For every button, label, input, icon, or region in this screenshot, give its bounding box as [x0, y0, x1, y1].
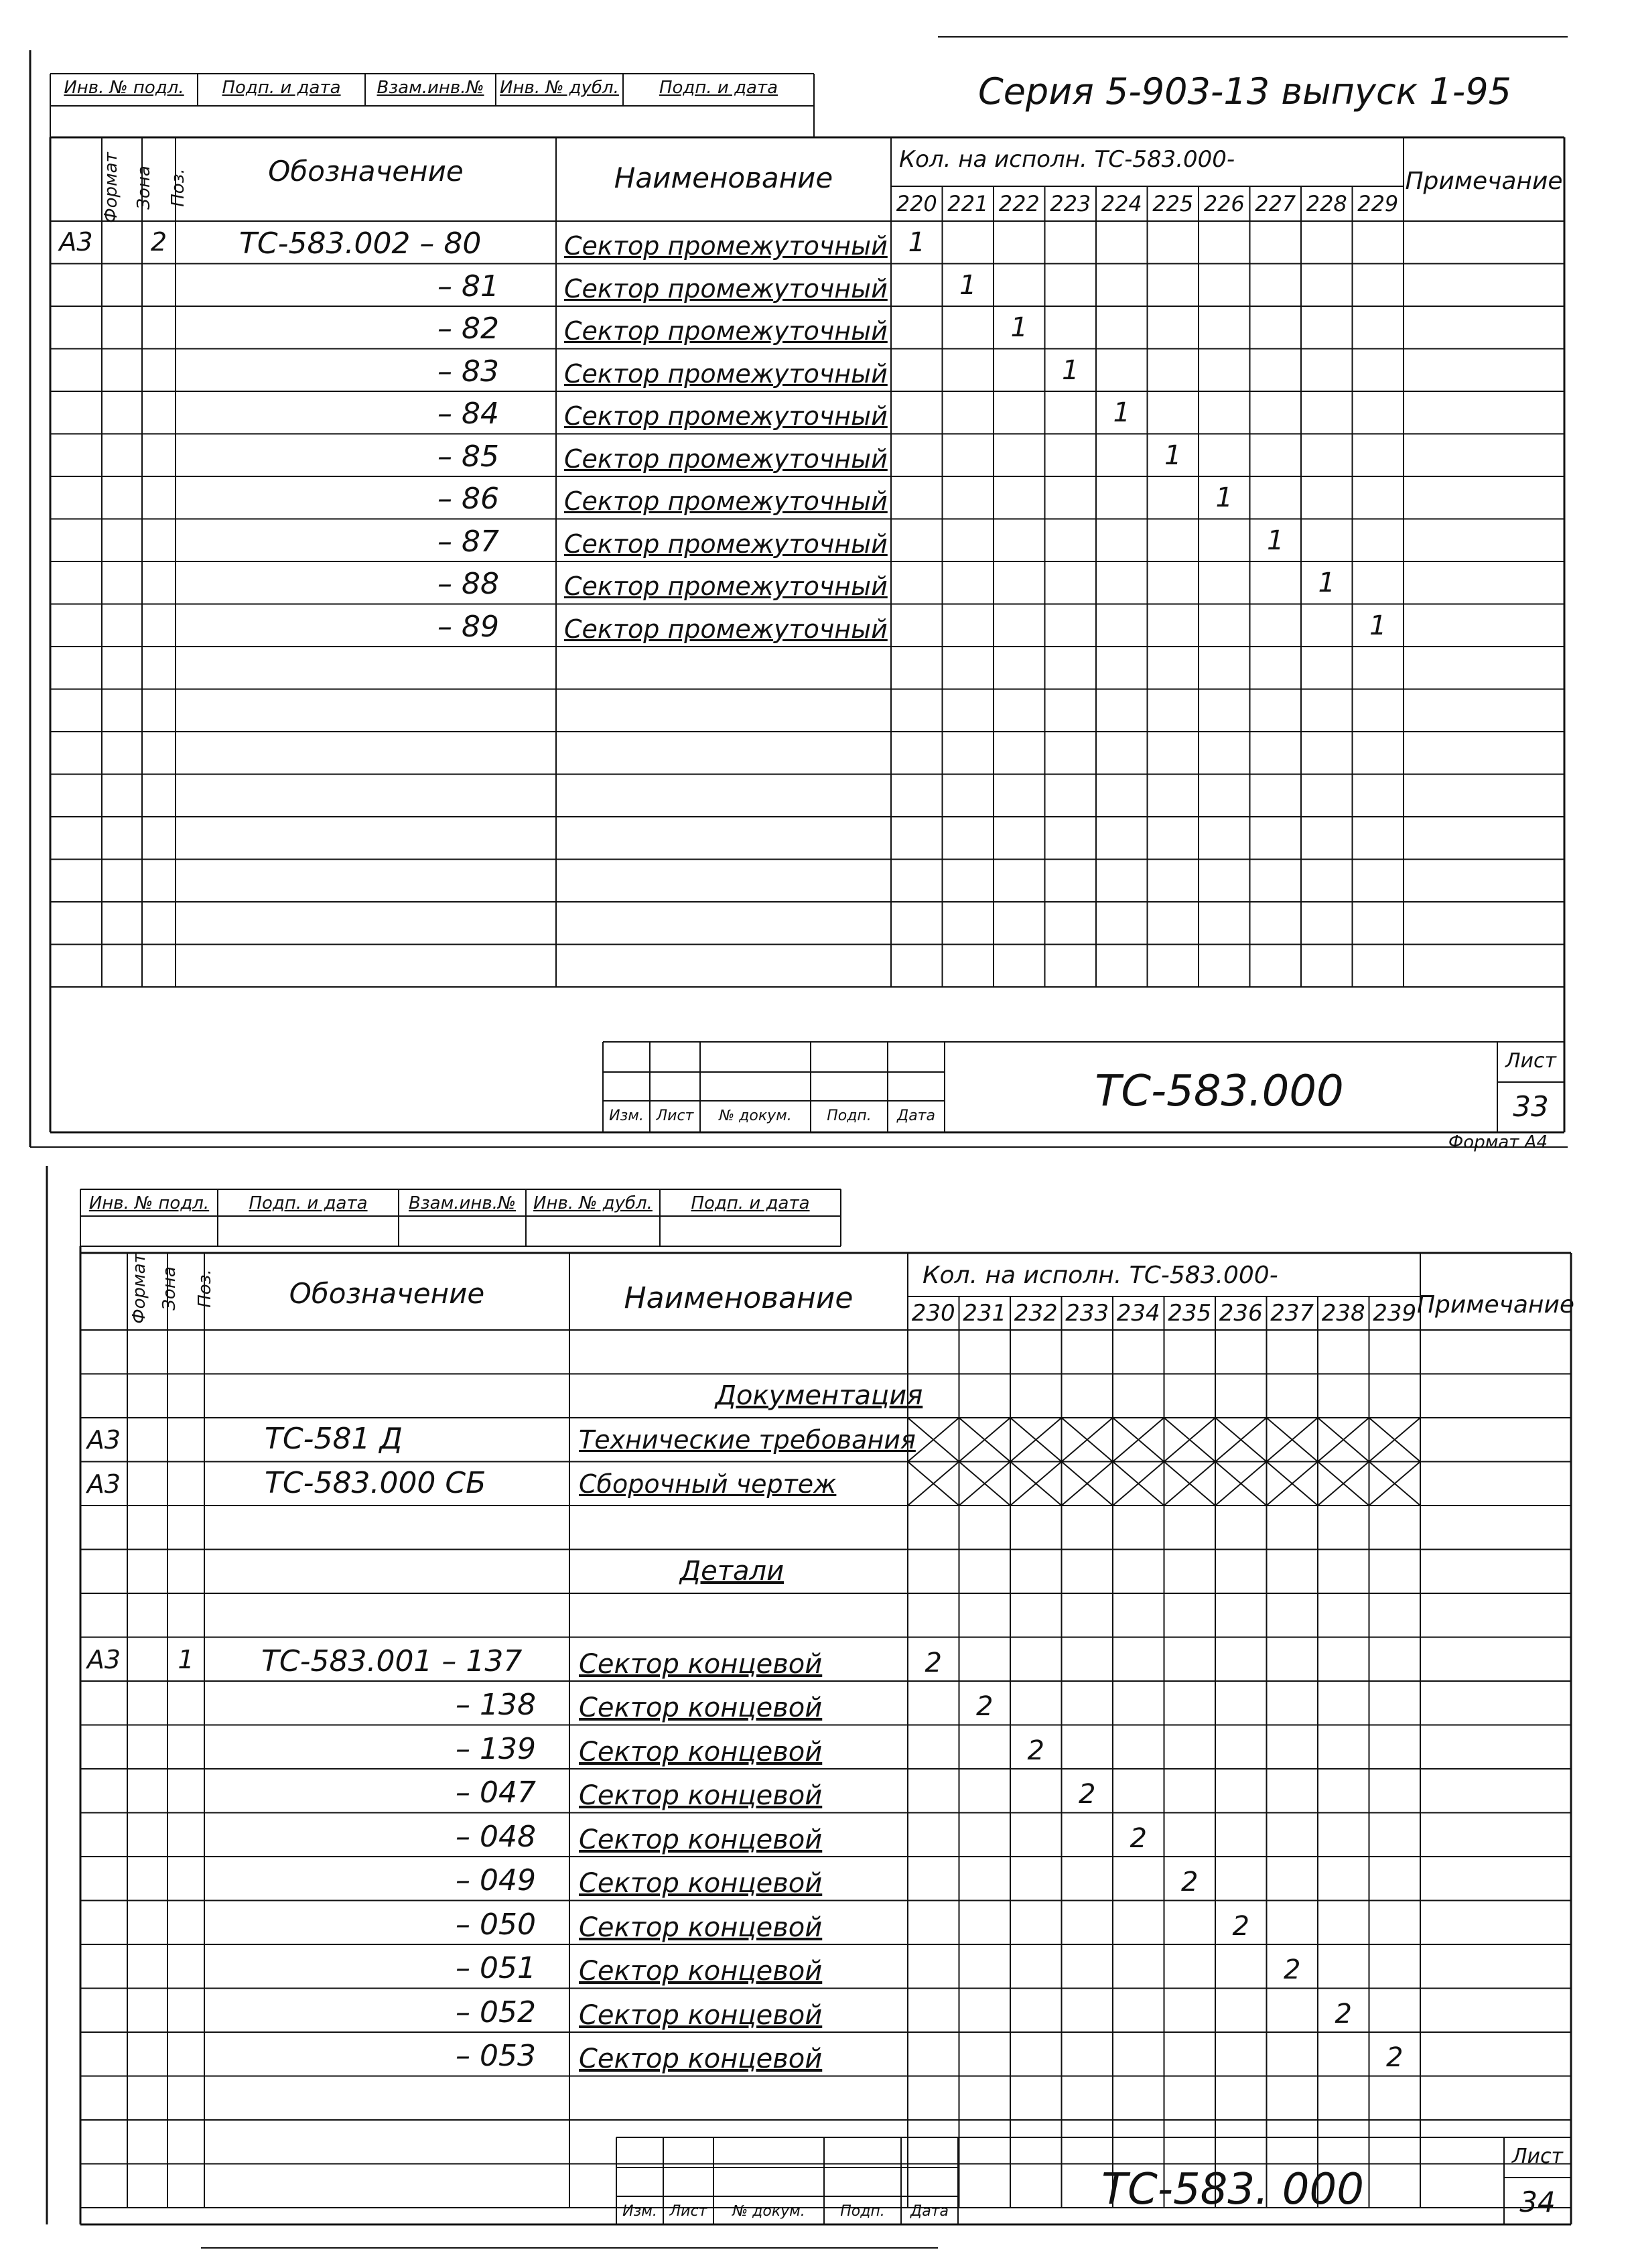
titleblock-label: Дата — [910, 2203, 949, 2220]
row-qty: 1 — [1062, 354, 1079, 386]
variant-number: 234 — [1116, 1300, 1160, 1327]
row-qty: 2 — [1130, 1822, 1147, 1854]
variant-number: 225 — [1152, 191, 1194, 216]
row-qty: 1 — [1113, 397, 1130, 428]
row-name: Сектор промежуточный — [564, 273, 888, 304]
stamp-label: Подп. и дата — [249, 1193, 368, 1213]
row-name: Сектор концевой — [579, 1956, 823, 1987]
sheet-label: Лист — [1505, 1049, 1557, 1073]
sheet-number: 33 — [1513, 1090, 1549, 1123]
stamp-label: Подп. и дата — [659, 78, 778, 98]
row-designation: – 050 — [456, 1907, 536, 1942]
variant-number: 238 — [1321, 1300, 1365, 1327]
header-oboznachenie: Обозначение — [289, 1277, 485, 1310]
row-designation: – 84 — [437, 397, 499, 431]
row-qty: 2 — [1181, 1867, 1199, 1897]
header-naimenovanie: Наименование — [614, 161, 833, 194]
variant-number: 231 — [963, 1300, 1007, 1327]
stamp-label: Инв. № дубл. — [500, 78, 619, 98]
header-format: Формат — [100, 152, 121, 223]
row-designation: ТС-583.002 – 80 — [239, 226, 482, 261]
row-designation: – 052 — [456, 1995, 536, 2029]
row-name: Сектор промежуточный — [564, 358, 888, 389]
row-designation: ТС-583.001 – 137 — [261, 1644, 523, 1678]
row-poz: 1 — [178, 1644, 194, 1674]
variant-number: 228 — [1306, 191, 1347, 216]
row-name: Сектор промежуточный — [564, 316, 888, 346]
row-qty: 1 — [1215, 482, 1233, 513]
variant-number: 236 — [1219, 1300, 1263, 1327]
variant-number: 237 — [1270, 1300, 1314, 1327]
row-qty: 1 — [1164, 440, 1182, 471]
variant-number: 229 — [1357, 191, 1399, 216]
row-qty: 2 — [1027, 1735, 1044, 1766]
header-poz: Поз. — [167, 168, 188, 207]
header-format: Формат — [129, 1253, 149, 1324]
row-name: Сектор концевой — [579, 1780, 823, 1811]
row-qty: 2 — [1079, 1779, 1096, 1810]
row-qty: 1 — [1267, 525, 1284, 556]
variant-number: 221 — [947, 191, 989, 216]
row-format: А3 — [59, 227, 93, 257]
stamp-label: Инв. № подл. — [64, 78, 184, 98]
row-designation: – 81 — [437, 269, 499, 304]
row-name: Сектор промежуточный — [564, 529, 888, 559]
variant-number: 224 — [1101, 191, 1142, 216]
section-details: Детали — [679, 1555, 785, 1587]
row-name: Сектор промежуточный — [564, 486, 888, 516]
row-name: Сборочный чертеж — [579, 1469, 837, 1499]
variant-number: 233 — [1065, 1300, 1109, 1327]
row-qty: 2 — [1335, 1998, 1352, 2029]
row-name: Сектор промежуточный — [564, 401, 888, 431]
row-qty: 2 — [1232, 1910, 1249, 1942]
titleblock-label: Изм. — [622, 2203, 657, 2220]
row-qty: 1 — [1010, 312, 1028, 343]
row-name: Сектор концевой — [579, 1824, 823, 1855]
row-name: Сектор концевой — [579, 2044, 823, 2074]
row-designation: – 047 — [456, 1776, 536, 1810]
stamp-label: Инв. № подл. — [88, 1193, 210, 1213]
row-qty: 2 — [976, 1691, 994, 1722]
row-qty: 2 — [1284, 1954, 1301, 1985]
stamp-label: Инв. № дубл. — [533, 1193, 653, 1213]
document-code: ТС-583.000 — [1095, 1067, 1344, 1116]
row-designation: – 82 — [437, 312, 499, 346]
row-designation: – 83 — [437, 354, 499, 389]
row-qty: 2 — [1386, 2042, 1404, 2073]
row-qty: 1 — [908, 227, 925, 258]
row-name: Сектор промежуточный — [564, 572, 888, 601]
row-designation: – 89 — [437, 609, 499, 644]
variant-number: 230 — [911, 1300, 955, 1327]
row-name: Сектор промежуточный — [564, 231, 888, 261]
header-zona: Зона — [133, 165, 154, 210]
row-designation: – 051 — [456, 1951, 536, 1985]
section-documentation: Документация — [715, 1380, 923, 1411]
row-designation: – 139 — [456, 1731, 536, 1766]
sheet-number: 34 — [1519, 2186, 1556, 2218]
row-designation: ТС-581 Д — [265, 1422, 403, 1456]
header-naimenovanie: Наименование — [624, 1281, 854, 1315]
titleblock-label: Лист — [656, 1108, 694, 1124]
variant-number: 227 — [1255, 191, 1296, 216]
series-title: Серия 5-903-13 выпуск 1-95 — [978, 70, 1511, 113]
header-poz: Поз. — [194, 1269, 215, 1308]
row-designation: – 86 — [437, 482, 499, 516]
titleblock-label: Лист — [669, 2203, 707, 2220]
stamp-label: Взам.инв.№ — [409, 1193, 516, 1213]
sheet-label: Лист — [1511, 2145, 1564, 2168]
row-poz: 2 — [150, 227, 167, 257]
header-kol: Кол. на исполн. ТС-583.000- — [923, 1262, 1278, 1289]
row-name: Сектор промежуточный — [564, 614, 888, 644]
row-designation: – 049 — [456, 1863, 536, 1897]
row-qty: 2 — [925, 1647, 942, 1678]
variant-number: 223 — [1050, 191, 1091, 216]
row-name: Сектор концевой — [579, 1692, 823, 1723]
row-designation: – 87 — [437, 524, 499, 559]
titleblock-label: Подп. — [840, 2203, 885, 2220]
row-designation: – 138 — [456, 1688, 536, 1722]
row-name: Сектор концевой — [579, 1736, 823, 1767]
row-designation: ТС-583.000 СБ — [265, 1465, 486, 1500]
variant-number: 239 — [1373, 1300, 1417, 1327]
format-note: Формат А4 — [1448, 1132, 1548, 1152]
header-primechanie: Примечание — [1416, 1291, 1575, 1319]
row-format: А3 — [86, 1469, 121, 1499]
row-designation: – 88 — [437, 567, 499, 601]
row-name: Сектор концевой — [579, 1912, 823, 1943]
titleblock-label: Дата — [897, 1108, 935, 1124]
row-qty: 1 — [1369, 610, 1387, 641]
titleblock-label: № докум. — [732, 2203, 805, 2220]
row-qty: 1 — [1318, 568, 1335, 598]
variant-number: 235 — [1168, 1300, 1212, 1327]
row-name: Технические требования — [579, 1425, 916, 1455]
header-zona: Зона — [159, 1266, 180, 1311]
row-designation: – 85 — [437, 439, 499, 474]
variant-number: 222 — [998, 191, 1040, 216]
stamp-label: Взам.инв.№ — [377, 78, 484, 98]
row-designation: – 053 — [456, 2039, 536, 2073]
row-qty: 1 — [959, 269, 977, 301]
titleblock-label: Изм. — [609, 1108, 644, 1124]
row-format: А3 — [86, 1644, 121, 1674]
stamp-label: Подп. и дата — [691, 1193, 810, 1213]
row-name: Сектор концевой — [579, 1999, 823, 2031]
header-primechanie: Примечание — [1405, 168, 1563, 195]
titleblock-label: Подп. — [827, 1108, 872, 1124]
titleblock-label: № докум. — [719, 1108, 792, 1124]
header-oboznachenie: Обозначение — [268, 155, 464, 188]
row-name: Сектор промежуточный — [564, 444, 888, 474]
variant-number: 232 — [1014, 1300, 1058, 1327]
row-name: Сектор концевой — [579, 1868, 823, 1899]
document-code: ТС-583. 000 — [1101, 2165, 1364, 2214]
variant-number: 226 — [1203, 191, 1245, 216]
variant-number: 220 — [896, 191, 937, 216]
header-kol: Кол. на исполн. ТС-583.000- — [899, 146, 1235, 173]
row-designation: – 048 — [456, 1819, 536, 1854]
row-format: А3 — [86, 1425, 121, 1455]
row-name: Сектор концевой — [579, 1648, 823, 1680]
stamp-label: Подп. и дата — [222, 78, 341, 98]
